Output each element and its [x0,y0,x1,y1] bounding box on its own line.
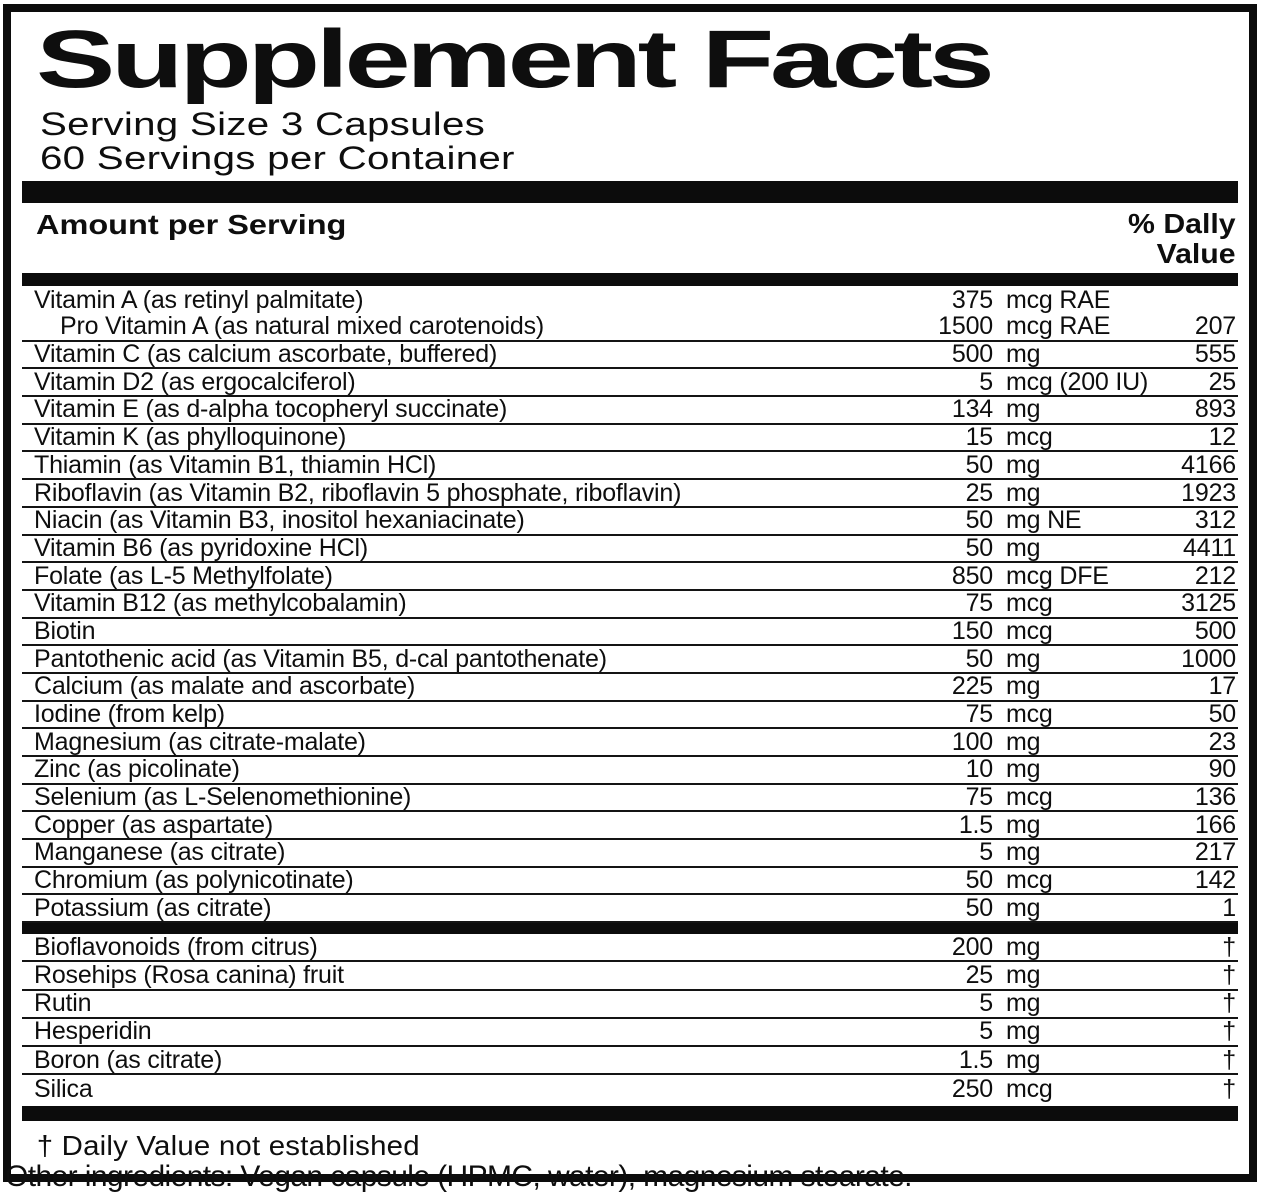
nutrient-amount: 15 [965,423,993,452]
nutrient-amount: 850 [951,561,993,590]
nutrient-daily-value: 4411 [1183,533,1236,562]
nutrient-name: Chromium (as polynicotinate) [34,866,354,895]
nutrient-unit: mg [1006,395,1041,424]
nutrient-unit: mcg (200 IU) [1006,367,1149,396]
nutrient-unit: mg [1006,1017,1041,1046]
nutrient-amount: 50 [965,506,993,535]
nutrient-row [22,616,1238,647]
nutrient-unit: mg [1006,1045,1041,1074]
nutrient-amount: 134 [951,395,993,424]
nutrient-daily-value: 500 [1194,616,1236,645]
nutrient-unit: mcg [1006,616,1053,645]
nutrient-name: Magnesium (as citrate-malate) [34,727,366,756]
nutrient-name: Thiamin (as Vitamin B1, thiamin HCl) [34,450,437,479]
nutrient-unit: mg [1006,340,1041,369]
nutrient-unit: mcg [1006,1074,1053,1103]
nutrient-daily-value: 50 [1208,700,1236,729]
nutrient-name: Vitamin E (as d-alpha tocopheryl succinate) [34,395,508,424]
nutrient-unit: mg [1006,644,1041,673]
nutrient-amount: 25 [965,478,993,507]
nutrient-unit: mcg [1006,423,1053,452]
serving-size: Serving Size 3 Capsules [40,106,486,143]
nutrient-daily-value: 1 [1222,893,1236,922]
nutrient-daily-value: 23 [1208,727,1236,756]
divider-thick-top [22,181,1238,203]
nutrient-daily-value: 212 [1194,561,1236,590]
nutrient-name: Vitamin C (as calcium ascorbate, buffered) [34,340,498,369]
nutrient-unit: mg NE [1006,506,1082,535]
nutrient-amount: 375 [951,285,993,314]
nutrient-unit: mg [1006,838,1041,867]
nutrient-row [22,812,1238,840]
nutrient-daily-value: 4166 [1181,450,1236,479]
nutrient-row [22,674,1238,702]
nutrient-unit: mcg RAE [1006,312,1111,341]
nutrient-name: Copper (as aspartate) [34,810,273,839]
daily-value-header-line1: % Dally [1128,208,1236,240]
nutrient-daily-value: 312 [1194,506,1236,535]
nutrient-daily-value: † [1222,1074,1236,1103]
nutrient-daily-value: 90 [1208,755,1236,784]
nutrient-amount: 1.5 [958,810,993,839]
nutrient-amount: 50 [965,450,993,479]
nutrient-name: Pantothenic acid (as Vitamin B5, d-cal pantothenate) [34,644,607,673]
supplement-facts-panel [3,4,1257,1182]
nutrient-amount: 50 [965,644,993,673]
nutrient-unit: mg [1006,893,1041,922]
nutrient-name: Rutin [34,989,92,1018]
nutrient-unit: mg [1006,727,1041,756]
daily-value-header [1128,209,1236,269]
amount-per-serving-header: Amount per Serving [36,209,347,241]
nutrient-row [22,397,1238,425]
nutrient-unit: mcg [1006,866,1053,895]
nutrient-unit: mg [1006,960,1041,989]
nutrient-name: Hesperidin [34,1017,152,1046]
nutrient-name: Silica [34,1074,93,1103]
other-ingredients: Other ingredients: Vegan capsule (HPMC, water), magnesium stearate. [5,1160,912,1193]
nutrient-amount: 75 [965,783,993,812]
nutrient-row [22,1019,1238,1047]
nutrient-unit: mg [1006,810,1041,839]
nutrient-row [22,563,1238,591]
nutrient-amount: 100 [951,727,993,756]
nutrient-name: Calcium (as malate and ascorbate) [34,672,416,701]
nutrient-name: Boron (as citrate) [34,1045,223,1074]
nutrient-row [22,840,1238,868]
nutrient-daily-value: 893 [1194,395,1236,424]
nutrient-name: Vitamin K (as phylloquinone) [34,423,347,452]
nutrient-table [22,286,1238,923]
nutrient-row [22,868,1238,896]
nutrient-row [22,425,1238,453]
nutrient-daily-value: † [1222,960,1236,989]
nutrient-name: Manganese (as citrate) [34,838,286,867]
nutrient-name: Bioflavonoids (from citrus) [34,932,318,961]
nutrient-amount: 50 [965,893,993,922]
nutrient-amount: 5 [979,367,993,396]
daily-value-footnote: † Daily Value not established [36,1130,420,1162]
nutrient-amount: 1.5 [958,1045,993,1074]
nutrient-daily-value: 136 [1194,783,1236,812]
nutrient-unit: mg [1006,755,1041,784]
nutrient-unit: mcg [1006,700,1053,729]
nutrient-row [22,895,1238,923]
other-nutrient-table [22,934,1238,1103]
nutrient-daily-value: 3125 [1181,589,1236,618]
nutrient-amount: 1500 [938,312,993,341]
nutrient-unit: mg [1006,450,1041,479]
nutrient-row [22,757,1238,785]
daily-value-header-line2: Value [1156,238,1236,270]
nutrient-daily-value: † [1222,1017,1236,1046]
nutrient-daily-value: 12 [1208,423,1236,452]
nutrient-row [22,646,1238,674]
panel-title: Supplement Facts [36,14,991,105]
nutrient-row [22,369,1238,397]
nutrient-name: Vitamin A (as retinyl palmitate) [34,285,364,314]
nutrient-unit: mg [1006,478,1041,507]
nutrient-row [22,452,1238,480]
nutrient-row [22,591,1238,619]
nutrient-name: Niacin (as Vitamin B3, inositol hexaniacinate) [34,506,525,535]
nutrient-row [22,785,1238,813]
nutrient-amount: 500 [951,340,993,369]
nutrient-amount: 75 [965,589,993,618]
nutrient-daily-value: 166 [1194,810,1236,839]
nutrient-unit: mg [1006,533,1041,562]
nutrient-row [22,480,1238,508]
nutrient-name: Rosehips (Rosa canina) fruit [34,960,344,989]
nutrient-daily-value: † [1222,1045,1236,1074]
nutrient-daily-value: † [1222,989,1236,1018]
nutrient-daily-value: 142 [1194,866,1236,895]
nutrient-daily-value: 217 [1194,838,1236,867]
nutrient-amount: 10 [965,755,993,784]
nutrient-unit: mcg [1006,589,1053,618]
nutrient-unit: mg [1006,989,1041,1018]
nutrient-row [22,286,1238,314]
nutrient-row [22,1047,1238,1075]
nutrient-amount: 200 [951,932,993,961]
nutrient-amount: 5 [979,989,993,1018]
nutrient-amount: 5 [979,838,993,867]
nutrient-name: Pro Vitamin A (as natural mixed carotenoids) [60,312,545,341]
nutrient-daily-value: 555 [1194,340,1236,369]
nutrient-row [22,702,1238,730]
nutrient-unit: mg [1006,932,1041,961]
nutrient-row [22,962,1238,990]
nutrient-daily-value: 1000 [1181,644,1236,673]
nutrient-unit: mcg DFE [1006,561,1109,590]
servings-per-container: 60 Servings per Container [40,140,515,177]
divider-thick-bottom [22,1106,1238,1121]
nutrient-row [22,342,1238,370]
nutrient-daily-value: 17 [1208,672,1236,701]
nutrient-row [22,991,1238,1019]
nutrient-daily-value: 1923 [1181,478,1236,507]
nutrient-unit: mcg RAE [1006,285,1111,314]
nutrient-name: Zinc (as picolinate) [34,755,240,784]
nutrient-amount: 150 [951,616,993,645]
nutrient-daily-value: † [1222,932,1236,961]
nutrient-amount: 50 [965,533,993,562]
column-header-row [22,203,1238,271]
nutrient-amount: 75 [965,700,993,729]
nutrient-name: Iodine (from kelp) [34,700,225,729]
nutrient-name: Riboflavin (as Vitamin B2, riboflavin 5 phosphate, riboflavin) [34,478,682,507]
nutrient-row [22,508,1238,536]
nutrient-daily-value: 25 [1208,367,1236,396]
nutrient-amount: 250 [951,1074,993,1103]
nutrient-amount: 50 [965,866,993,895]
nutrient-amount: 25 [965,960,993,989]
nutrient-name: Folate (as L-5 Methylfolate) [34,561,333,590]
nutrient-daily-value: 207 [1194,312,1236,341]
nutrient-name: Selenium (as L-Selenomethionine) [34,783,412,812]
nutrient-unit: mg [1006,672,1041,701]
nutrient-amount: 225 [951,672,993,701]
nutrient-name: Vitamin B6 (as pyridoxine HCl) [34,533,368,562]
divider-below-header [22,273,1238,286]
nutrient-amount: 5 [979,1017,993,1046]
nutrient-row [22,934,1238,962]
nutrient-row [22,1075,1238,1103]
nutrient-name: Vitamin D2 (as ergocalciferol) [34,367,356,396]
nutrient-unit: mcg [1006,783,1053,812]
nutrient-row [22,533,1238,564]
nutrient-name: Potassium (as citrate) [34,893,272,922]
nutrient-name: Vitamin B12 (as methylcobalamin) [34,589,407,618]
nutrient-name: Biotin [34,616,96,645]
nutrient-row [22,314,1238,342]
nutrient-row [22,729,1238,757]
